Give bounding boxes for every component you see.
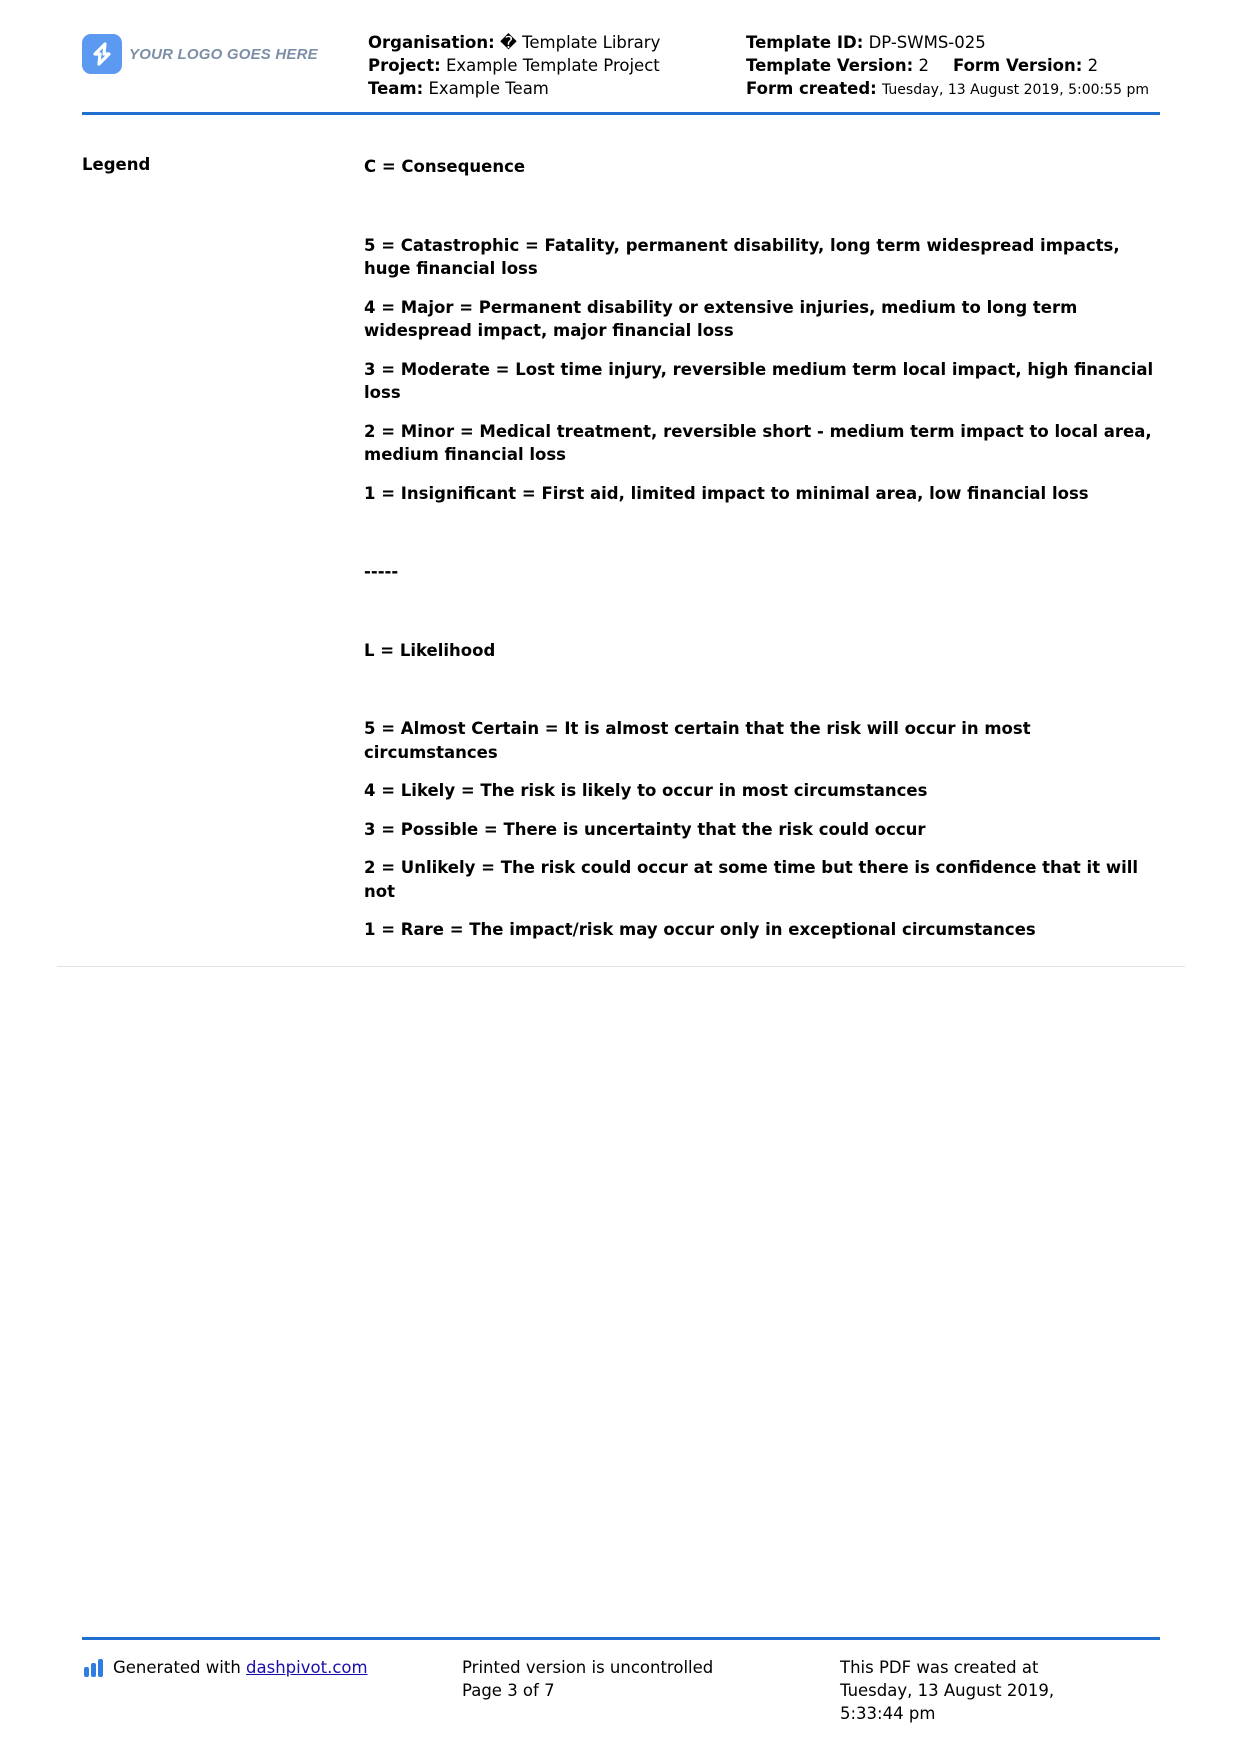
legend-label: Legend — [82, 155, 151, 174]
header-org-info — [368, 31, 660, 100]
template-version-label: Template Version: — [746, 56, 914, 75]
page-header — [82, 28, 1160, 115]
logo-text: YOUR LOGO GOES HERE — [129, 45, 318, 63]
likelihood-item: 4 = Likely = The risk is likely to occur in most circumstances — [364, 781, 928, 800]
form-version-label: Form Version: — [952, 56, 1083, 75]
header-template-info — [746, 31, 1149, 102]
dashpivot-link[interactable]: dashpivot.com — [246, 1658, 368, 1677]
footer-created: This PDF was created at Tuesday, 13 August 2019, 5:33:44 pm — [840, 1658, 1055, 1723]
likelihood-heading: L = Likelihood — [364, 640, 496, 660]
form-version-value: 2 — [1087, 56, 1099, 75]
form-created-label: Form created: — [746, 79, 877, 98]
team-label: Team: — [368, 79, 424, 98]
template-version-value: 2 — [918, 56, 929, 75]
consequence-heading: C = Consequence — [364, 157, 526, 176]
form-created-value: Tuesday, 13 August 2019, 5:00:55 pm — [882, 82, 1150, 98]
template-id-label: Template ID: — [746, 33, 864, 52]
legend-body — [364, 155, 1164, 957]
project-value: Example Template Project — [445, 56, 660, 75]
page-number: Page 3 of 7 — [462, 1681, 555, 1700]
likelihood-item: 1 = Rare = The impact/risk may occur only in exceptional circumstances — [364, 920, 1036, 939]
organisation-label: Organisation: — [368, 33, 495, 52]
template-id-value: DP-SWMS-025 — [868, 33, 986, 52]
uncontrolled-notice: Printed version is uncontrolled — [462, 1658, 714, 1677]
section-divider — [57, 966, 1185, 967]
dashpivot-bars-icon — [84, 1659, 105, 1677]
consequence-item: 3 = Moderate = Lost time injury, reversible medium term local impact, high financial loss — [364, 359, 1154, 402]
team-value: Example Team — [428, 79, 549, 98]
likelihood-item: 5 = Almost Certain = It is almost certain that the risk will occur in most circumstances — [364, 719, 1031, 762]
consequence-item: 1 = Insignificant = First aid, limited impact to minimal area, low financial loss — [364, 483, 1089, 503]
likelihood-item: 3 = Possible = There is uncertainty that the risk could occur — [364, 819, 926, 839]
company-logo — [82, 34, 318, 74]
consequence-item: 5 = Catastrophic = Fatality, permanent disability, long term widespread impacts, huge financial loss — [364, 235, 1120, 278]
footer-page-info — [462, 1656, 713, 1702]
organisation-value: � Template Library — [499, 33, 661, 52]
likelihood-item: 2 = Unlikely = The risk could occur at some time but there is confidence that it will not — [364, 858, 1139, 901]
project-label: Project: — [368, 56, 441, 75]
footer-generated — [84, 1656, 368, 1679]
generated-prefix: Generated with — [113, 1658, 241, 1677]
consequence-item: 4 = Major = Permanent disability or extensive injuries, medium to long term widespread impact, major financial loss — [364, 297, 1078, 340]
page-footer — [82, 1637, 1160, 1723]
logo-mark-icon — [82, 34, 122, 74]
consequence-item: 2 = Minor = Medical treatment, reversible short - medium term impact to local area, medium financial loss — [364, 421, 1152, 464]
legend-separator: ----- — [364, 562, 399, 581]
